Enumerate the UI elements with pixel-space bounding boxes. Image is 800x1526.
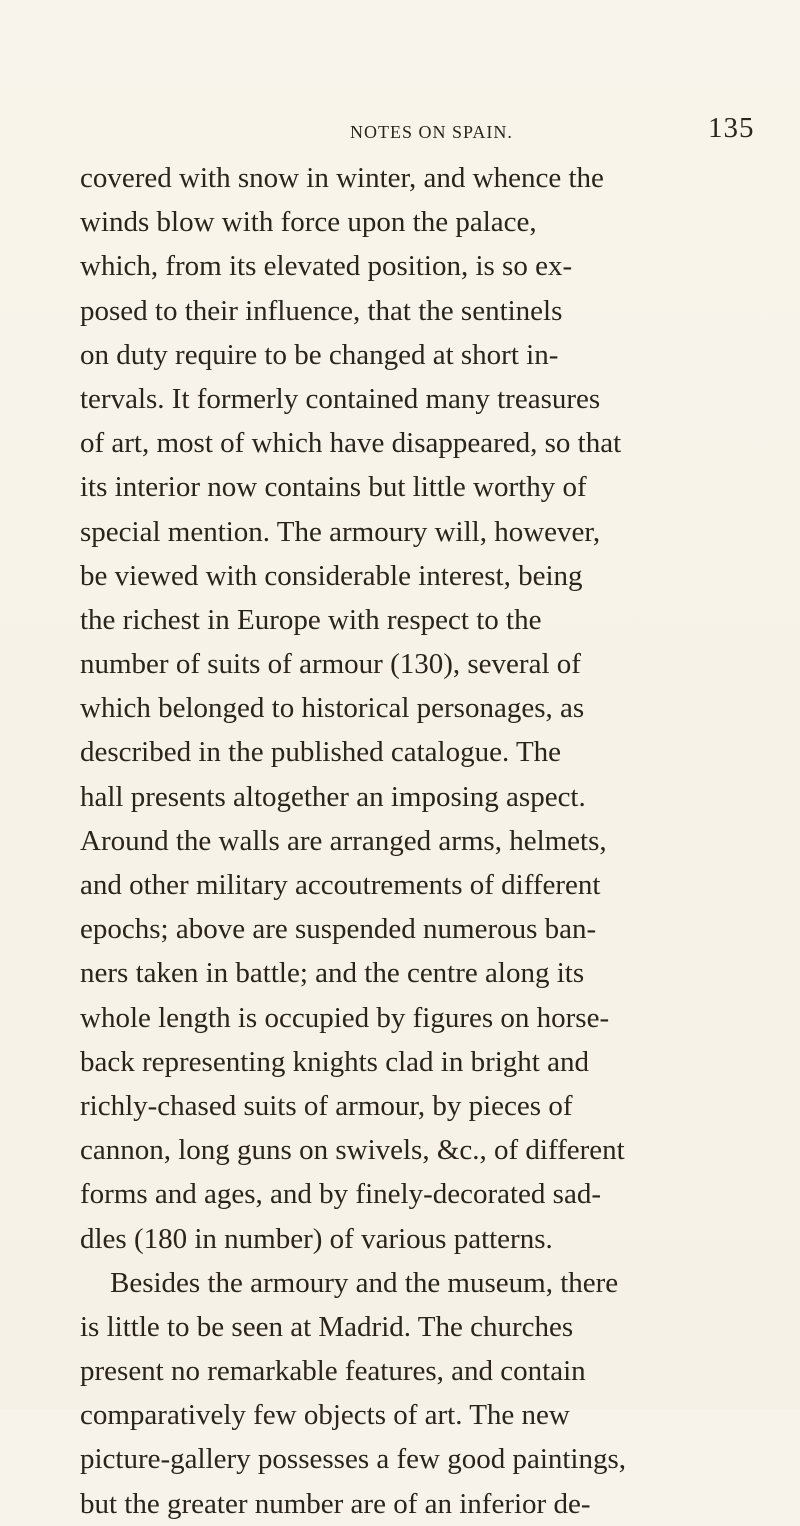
running-title: NOTES ON SPAIN. [350,122,513,142]
text-line: cannon, long guns on swivels, &c., of different [80,1134,625,1167]
text-line: on duty require to be changed at short in- [80,338,559,371]
text-line: forms and ages, and by finely-decorated sad- [80,1178,601,1211]
text-line: present no remarkable features, and contain [80,1355,586,1388]
text-line: be viewed with considerable interest, being [80,559,583,592]
text-line: hall presents altogether an imposing aspect. [80,780,586,813]
text-line: whole length is occupied by figures on horse- [80,1001,610,1034]
text-line: is little to be seen at Madrid. The churches [80,1310,574,1343]
text-line: the richest in Europe with respect to the [80,603,542,636]
text-line: winds blow with force upon the palace, [80,206,537,239]
text-line: Around the walls are arranged arms, helmets, [80,824,607,857]
paragraph-start-line: Besides the armoury and the museum, there [110,1266,619,1299]
text-line: epochs; above are suspended numerous ban- [80,913,597,946]
text-line: back representing knights clad in bright and [80,1045,589,1078]
text-line: but the greater number are of an inferior de- [80,1487,591,1520]
text-line: richly-chased suits of armour, by pieces of [80,1089,573,1122]
text-line: comparatively few objects of art. The new [80,1399,570,1432]
text-line: which, from its elevated position, is so ex- [80,250,573,283]
page-number: 135 [708,112,755,144]
text-line: ners taken in battle; and the centre along its [80,957,585,990]
running-header [0,112,800,152]
text-line: posed to their influence, that the sentinels [80,294,563,327]
text-line: described in the published catalogue. The [80,736,562,769]
text-line: dles (180 in number) of various patterns. [80,1222,553,1255]
text-line: which belonged to historical personages, as [80,692,585,725]
text-line: picture-gallery possesses a few good paintings, [80,1443,627,1476]
text-line: and other military accoutrements of different [80,869,601,901]
body-text [80,156,710,1526]
text-line: number of suits of armour (130), several of [80,648,581,681]
text-line: tervals. It formerly contained many treasures [80,382,601,415]
text-line: its interior now contains but little worthy of [80,471,587,504]
text-line: special mention. The armoury will, however, [80,515,601,548]
text-line: covered with snow in winter, and whence the [80,162,604,194]
text-line: of art, most of which have disappeared, so that [80,427,622,460]
